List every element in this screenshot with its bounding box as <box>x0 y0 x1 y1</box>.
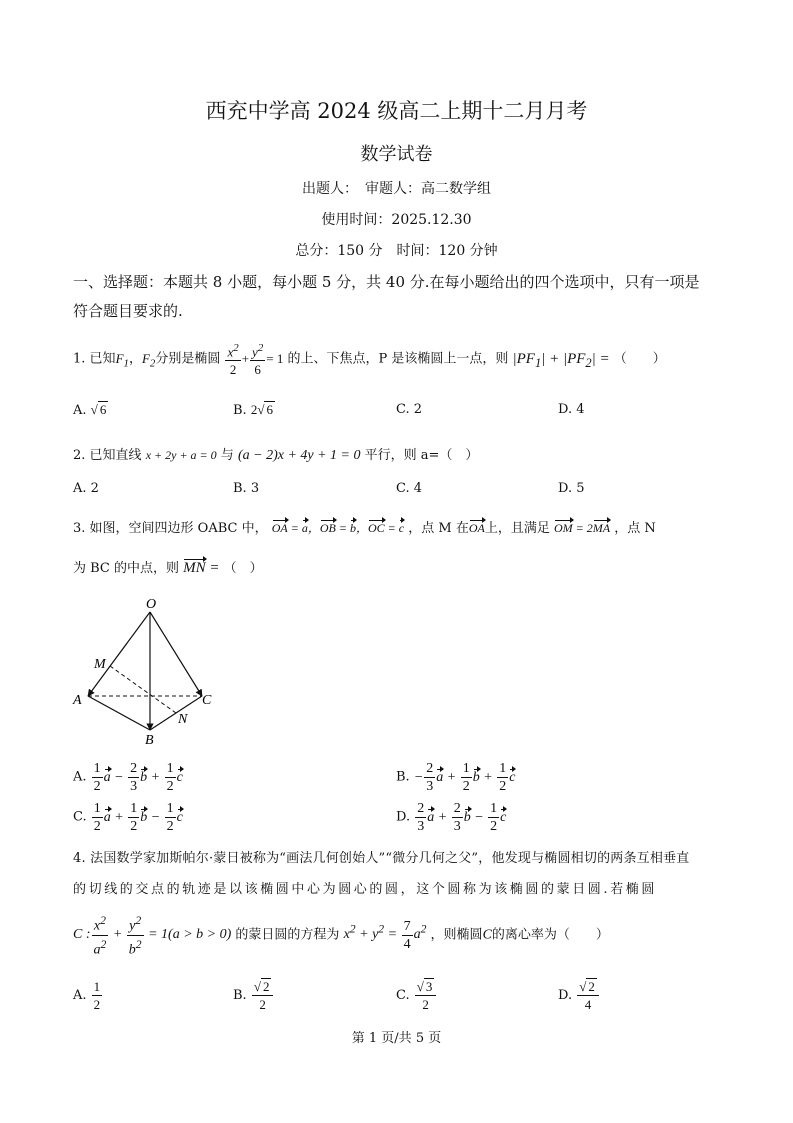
q1-number: 1. <box>73 351 86 367</box>
q1-answer-paren: （ ） <box>613 351 666 367</box>
section-heading-line2: 符合题目要求的. <box>73 302 183 320</box>
line-2-equation: (a − 2)x + 4y + 1 = 0 <box>237 448 361 463</box>
q2-option-a: A. 2 <box>73 481 99 496</box>
label-c: C <box>202 693 212 708</box>
q2-option-b: B. 3 <box>233 481 260 496</box>
q3-text-6: （ ） <box>223 561 263 576</box>
q2-option-d: D. 5 <box>558 481 585 496</box>
q3-option-d: D. $\frac{2}{3}$ a + $\frac{2}{3}$ b − $\frac{1}{2}$ c <box>396 801 507 834</box>
q4-option-d: D. $\frac{√ 2}{4}$ <box>558 978 600 1013</box>
q2-text-3: 平行，则 a=（ ） <box>364 448 479 463</box>
q3-number: 3. <box>73 521 86 536</box>
question-2 <box>73 444 478 464</box>
question-4-line-1 <box>73 847 689 866</box>
exam-title: 西充中学高 2024 级高二上期十二月月考 <box>205 99 588 123</box>
segment-mn-dashed <box>110 666 176 713</box>
q1-text-3: 分别是椭圆 <box>155 351 221 367</box>
tetrahedron-figure <box>68 592 228 752</box>
q3-text-5: 为 BC 的中点，则 <box>73 561 180 576</box>
date-line: 使用时间：2025.12.30 <box>321 212 472 228</box>
question-3-line-2 <box>73 557 263 577</box>
question-4-line-2: 的切线的交点的轨迹是以该椭圆中心为圆心的圆，这个圆称为该椭圆的蒙日圆.若椭圆 <box>73 882 657 897</box>
q1-option-d: D. 4 <box>558 402 585 417</box>
q2-text-2: 与 <box>220 448 234 463</box>
q1-text-1: 已知 <box>89 351 116 367</box>
ellipse-c-equation: C : $\frac{x^2}{a^2}$ + $\frac{y^2}{b^2}$ = 1(a > b > 0) <box>73 914 232 958</box>
monge-circle-equation: $x^2 + y^2$ = $\frac{7}{4}$ $a^2$ <box>343 918 427 952</box>
q1-text-4: 的上、下焦点，P 是该椭圆上一点，则 <box>287 351 509 367</box>
q3-option-c: C. $\frac{1}{2}$ a + $\frac{1}{2}$ b − $\frac{1}{2}$ c <box>73 801 183 834</box>
q4-text-4: 的离心率为（ ） <box>491 927 609 943</box>
q2-number: 2. <box>73 448 86 463</box>
ellipse-equation: $\frac{x^2}{2}$ + $\frac{y^2}{6}$ = 1 <box>227 342 284 378</box>
edge-ab <box>88 696 150 730</box>
q1-option-b: B. 2√ 6 <box>233 402 273 418</box>
label-m: M <box>94 657 106 672</box>
label-n: N <box>178 712 188 727</box>
section-heading <box>73 268 723 326</box>
focal-sum-expression: $|PF_1| + |PF_2|$ = <box>512 350 610 370</box>
vector-mn: MN = <box>183 560 220 576</box>
score-line: 总分：150 分 时间：120 分钟 <box>295 243 498 259</box>
q3-option-b: B. − $\frac{2}{3}$ a + $\frac{1}{2}$ b + $\frac{1}{2}$ c <box>396 761 516 794</box>
q3-option-a: A. $\frac{1}{2}$ a − $\frac{2}{3}$ b + $\frac{1}{2}$ c <box>73 761 183 794</box>
label-b: B <box>145 733 154 748</box>
f2-symbol: $F_2$ <box>141 350 156 370</box>
q2-text-1: 已知直线 <box>89 448 142 463</box>
q4-text-1: 法国数学家加斯帕尔·蒙日被称为“画法几何创始人”“微分几何之父”，他发现与椭圆相切的两条互相垂直 <box>90 851 690 866</box>
q3-text-3: 上，且满足 <box>484 521 550 536</box>
author-line: 出题人： 审题人：高二数学组 <box>302 181 491 197</box>
q3-text-4: ，点 N <box>614 521 656 536</box>
q1-option-c: C. 2 <box>396 402 423 417</box>
question-3-line-1 <box>73 517 656 536</box>
vector-definitions: OA = a，OB = b，OC = c <box>271 521 405 535</box>
q4-option-a: A. $\frac{1}{2}$ <box>73 979 101 1012</box>
q4-text-3: ，则椭圆 <box>430 927 483 943</box>
q4-option-c: C. $\frac{√ 3}{2}$ <box>396 978 437 1013</box>
question-4-line-3 <box>73 912 609 958</box>
edge-oa <box>88 612 150 696</box>
q4-text-2: 的蒙日圆的方程为 <box>235 927 340 943</box>
line-1-equation: x + 2y + a = 0 <box>145 448 217 462</box>
label-o: O <box>146 597 157 612</box>
q3-text-1: 如图，空间四边形 OABC 中， <box>89 521 268 536</box>
question-1 <box>73 340 666 378</box>
f1-symbol: $F_1$ <box>115 350 129 370</box>
q2-option-c: C. 4 <box>396 481 423 496</box>
section-heading-line1: 一、选择题：本题共 8 小题，每小题 5 分，共 40 分.在每小题给出的四个选项中，只有一项是 <box>73 273 700 291</box>
symbol-c: C <box>482 927 492 943</box>
vector-oa: OA <box>468 521 485 535</box>
q1-text-2: ， <box>128 351 142 367</box>
q3-text-2: ，点 M 在 <box>408 521 469 536</box>
q4-number: 4. <box>73 851 86 866</box>
edge-oc <box>150 612 202 696</box>
q1-option-a: A. √ 6 <box>73 402 107 418</box>
om-ma-relation: OM = 2MA <box>553 521 611 535</box>
q4-option-b: B. $\frac{√ 2}{2}$ <box>233 978 274 1013</box>
exam-subtitle: 数学试卷 <box>360 144 433 165</box>
page-footer: 第 1 页/共 5 页 <box>351 1031 442 1046</box>
label-a: A <box>73 693 82 708</box>
